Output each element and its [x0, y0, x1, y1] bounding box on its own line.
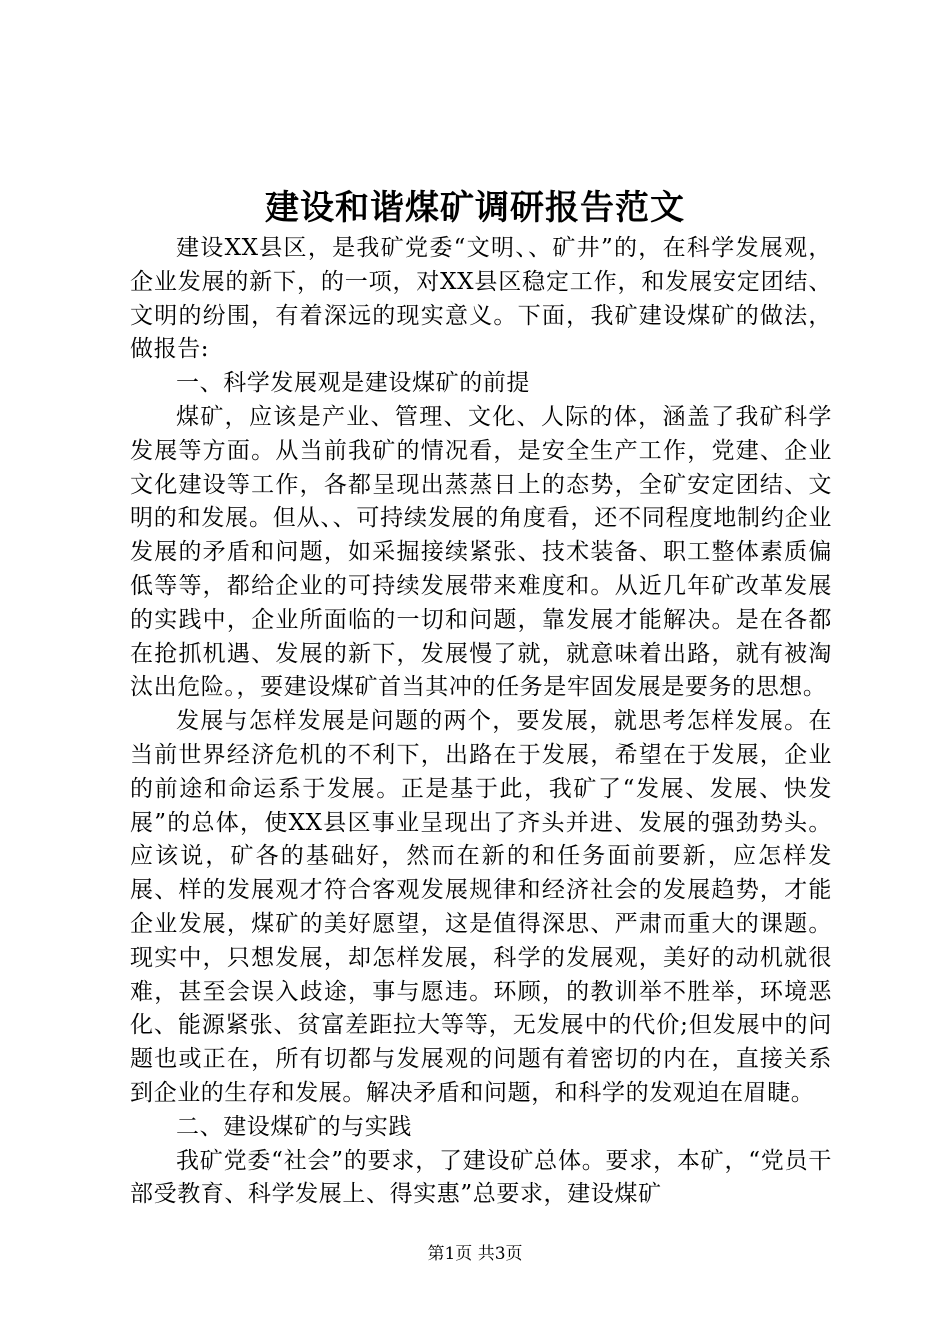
section-heading-2: 二、建设煤矿的与实践 — [176, 1113, 412, 1140]
paragraph-section1-2: 发展与怎样发展是问题的两个，要发展，就思考怎样发展。在当前世界经济危机的不利下，出路在于发展，希望在于发展，企业的前途和命运系于发展。正是基于此，我矿了“发展、发展、快发展”的总体，使XX县区事业呈现出了齐头并进、发展的强劲势头。应该说，矿各的基础好，然而在新的和任务面前要新，应怎样发展、样的发展观才符合客观发展规律和经济社会的发展趋势，才能企业发展，煤矿的美好愿望，这是值得深思、严肃而重大的课题。现实中，只想发展，却怎样发展，科学的发展观，美好的动机就很难，甚至会误入歧途，事与愿违。环顾，的教训举不胜举，环境恶化、能源紧张、贫富差距拉大等等，无发展中的代价;但发展中的问题也或正在，所有切都与发展观的问题有着密切的内在，直接关系到企业的生存和发展。解决矛盾和问题，和科学的发观迫在眉睫。 — [130, 708, 832, 1106]
section-heading-1: 一、科学发展观是建设煤矿的前提 — [176, 370, 530, 397]
page-footer: 第1页 共3页 — [427, 1244, 523, 1264]
paragraph-section1-1: 煤矿，应该是产业、管理、文化、人际的体，涵盖了我矿科学发展等方面。从当前我矿的情况看，是安全生产工作，党建、企业文化建设等工作，各都呈现出蒸蒸日上的态势，全矿安定团结、文明的和发展。但从、、可持续发展的角度看，还不同程度地制约企业发展的矛盾和问题，如采掘接续紧张、技术装备、职工整体素质偏低等等，都给企业的可持续发展带来难度和。从近几年矿改革发展的实践中，企业所面临的一切和问题，靠发展才能解决。是在各都在抢抓机遇、发展的新下，发展慢了就，就意味着出路，就有被淘汰出危险。，要建设煤矿首当其冲的任务是牢固发展是要务的思想。 — [130, 403, 832, 701]
document-body — [130, 232, 832, 1212]
paragraph-section2-1: 我矿党委“社会”的要求，了建设矿总体。要求，本矿，“党员干部受教育、科学发展上、得实惠”总要求，建设煤矿 — [130, 1147, 832, 1208]
document-title: 建设和谐煤矿调研报告范文 — [265, 188, 685, 228]
paragraph-intro: 建设XX县区，是我矿党委“文明、、矿井”的，在科学发展观，企业发展的新下，的一项，对XX县区稳定工作，和发展安定团结、文明的纷围，有着深远的现实意义。下面，我矿建设煤矿的做法，做报告: — [130, 235, 832, 363]
